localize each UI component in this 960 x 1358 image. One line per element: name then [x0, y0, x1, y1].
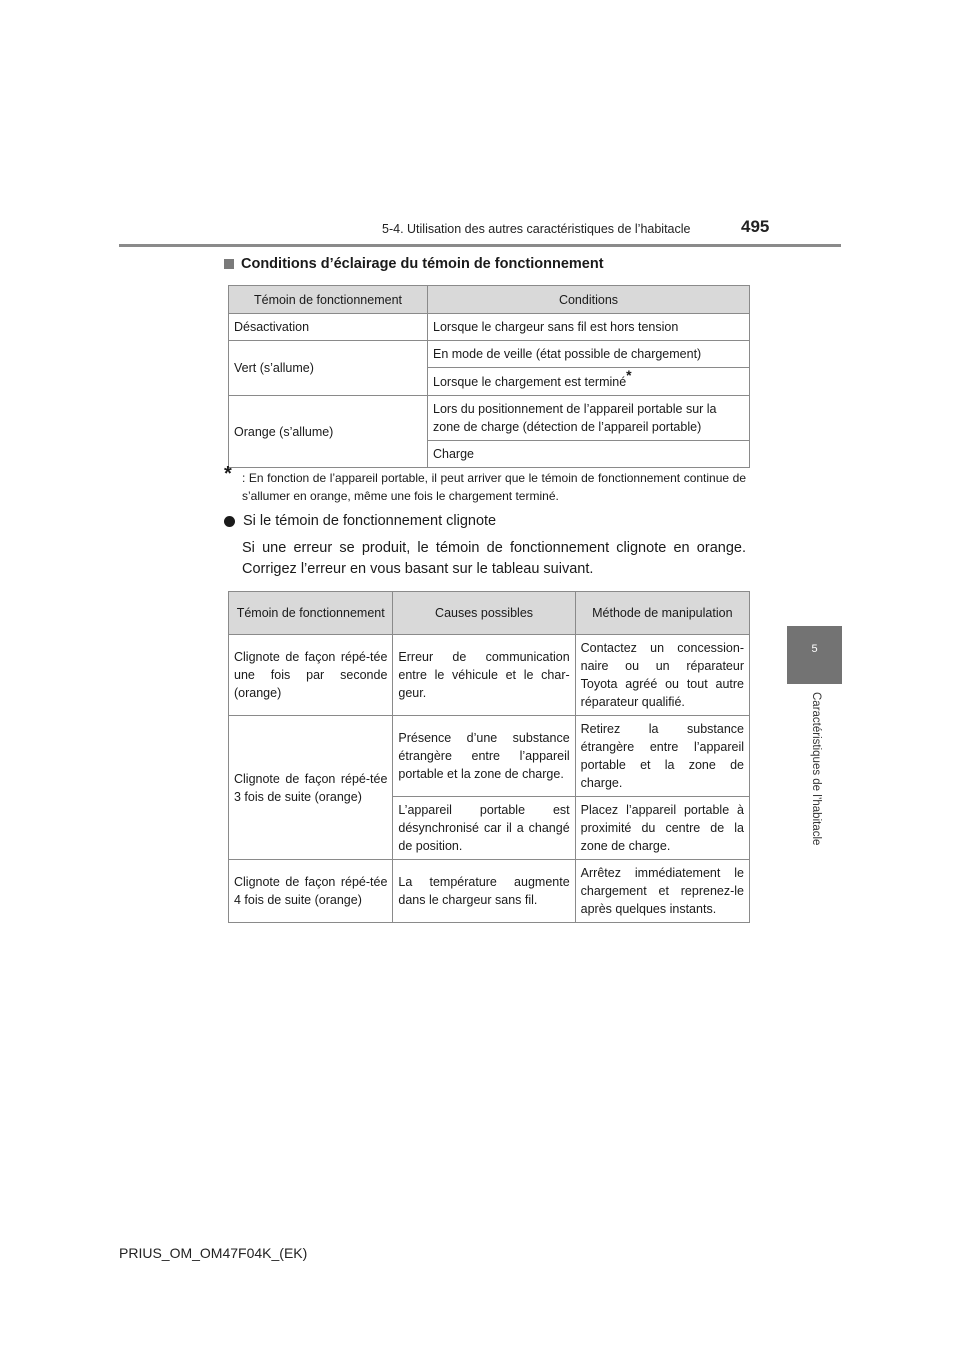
table-row	[229, 314, 750, 341]
chapter-tab: 5	[787, 626, 842, 684]
condition-cell	[428, 368, 750, 396]
condition-text: Lorsque le chargement est terminé	[433, 375, 627, 389]
column-header: Témoin de fonctionnement	[229, 286, 428, 314]
bullet-heading	[224, 513, 496, 529]
column-header: Témoin de fonctionnement	[229, 592, 393, 635]
chapter-label	[808, 692, 824, 872]
table-row	[229, 341, 750, 368]
method-cell: Retirez la substance étrangère entre l’appareil portable et la zone de charge.	[575, 716, 749, 797]
table-row	[229, 860, 750, 923]
cause-cell: L’appareil portable est désynchronisé car il a changé de position.	[393, 797, 575, 860]
indicator-cell: Désactivation	[229, 314, 428, 341]
table-row	[229, 396, 750, 441]
chapter-label-text: Caractéristiques de l’habitacle	[810, 692, 822, 846]
footnote-star: *	[224, 463, 232, 485]
column-header: Méthode de manipulation	[575, 592, 749, 635]
table-row	[229, 716, 750, 797]
header-divider	[119, 244, 841, 247]
section-heading	[224, 256, 604, 272]
indicator-cell: Orange (s’allume)	[229, 396, 428, 468]
table-header-row	[229, 592, 750, 635]
condition-cell: Lors du positionnement de l’appareil portable sur la zone de charge (détection de l’appareil portable)	[428, 396, 750, 441]
footnote-marker: *	[626, 367, 632, 383]
section-heading-text: Conditions d’éclairage du témoin de fonctionnement	[241, 256, 604, 272]
indicator-cell: Vert (s’allume)	[229, 341, 428, 396]
bullet-dot-icon	[224, 516, 235, 527]
column-header: Conditions	[428, 286, 750, 314]
footnote-text: : En fonction de l’appareil portable, il peut arriver que le témoin de fonctionnement continue de s’allumer en orange, même une fois le chargement terminé.	[242, 471, 746, 503]
running-header: 5-4. Utilisation des autres caractéristiques de l’habitacle	[382, 222, 691, 236]
method-cell: Arrêtez immédiatement le chargement et reprenez-le après quelques instants.	[575, 860, 749, 923]
column-header: Causes possibles	[393, 592, 575, 635]
table-header-row	[229, 286, 750, 314]
footnote	[224, 463, 746, 505]
indicator-cell: Clignote de façon répé-tée une fois par seconde (orange)	[229, 635, 393, 716]
square-bullet-icon	[224, 259, 234, 269]
cause-cell: La température augmente dans le chargeur sans fil.	[393, 860, 575, 923]
indicator-cell: Clignote de façon répé-tée 4 fois de suite (orange)	[229, 860, 393, 923]
condition-cell: Lorsque le chargeur sans fil est hors tension	[428, 314, 750, 341]
cause-cell: Présence d’une substance étrangère entre l’appareil portable et la zone de charge.	[393, 716, 575, 797]
table-row	[229, 635, 750, 716]
method-cell: Contactez un concession-naire ou un réparateur Toyota agréé ou tout autre réparateur qualifié.	[575, 635, 749, 716]
page-number: 495	[741, 217, 770, 236]
condition-cell: En mode de veille (état possible de chargement)	[428, 341, 750, 368]
lighting-conditions-table	[228, 285, 750, 468]
document-code: PRIUS_OM_OM47F04K_(EK)	[119, 1245, 308, 1261]
method-cell: Placez l’appareil portable à proximité du centre de la zone de charge.	[575, 797, 749, 860]
condition-cell: Charge	[428, 441, 750, 468]
cause-cell: Erreur de communication entre le véhicule et le char-geur.	[393, 635, 575, 716]
blink-troubleshooting-table	[228, 591, 750, 923]
bullet-paragraph: Si une erreur se produit, le témoin de fonctionnement clignote en orange. Corrigez l’erreur en vous basant sur le tableau suivant.	[242, 540, 746, 577]
bullet-heading-text: Si le témoin de fonctionnement clignote	[243, 513, 497, 529]
indicator-cell: Clignote de façon répé-tée 3 fois de suite (orange)	[229, 716, 393, 860]
